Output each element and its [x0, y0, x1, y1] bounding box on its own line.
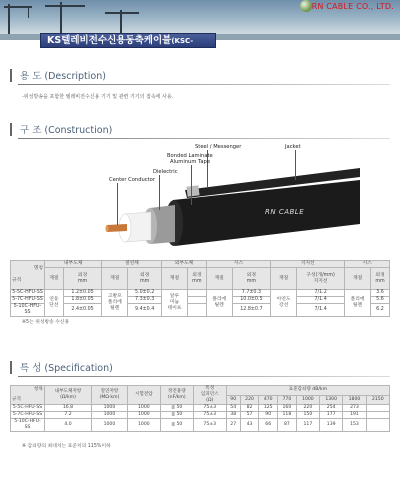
value-cell: 9.4±0.4: [128, 304, 162, 317]
leader-line: [159, 175, 160, 210]
label-bonded-1: Bonded Laminate: [167, 153, 213, 159]
value-cell: ≦ 50: [160, 405, 193, 412]
value-cell: 66: [259, 419, 278, 432]
spec-header: 시험전압: [127, 386, 160, 405]
cable-diagram: [95, 140, 365, 260]
material-cell: 알루 미늄 테이프: [162, 290, 188, 317]
construction-heading-en: (Construction): [44, 125, 113, 136]
spec-heading-en: (Specification): [44, 363, 113, 374]
value-cell: 191: [343, 412, 366, 419]
section-bar-icon: [10, 361, 12, 374]
group-header: 지지선: [271, 261, 345, 268]
corner-bottom: 규격: [12, 397, 21, 402]
section-construction-heading: [10, 122, 390, 138]
value-cell: 1000: [91, 419, 127, 432]
spec-note: ※ 감쇠량의 최대치는 표준치의 115%이하: [22, 444, 111, 449]
spec-table: [10, 385, 390, 432]
usage-text: -위성방송을 포함한 텔레비전수신용 기기 및 관련 기기의 접속에 사용.: [22, 94, 174, 100]
label-bonded-2: Aluminum Tape: [170, 159, 211, 165]
value-cell: [366, 419, 389, 432]
sub-header: 외경 mm: [232, 268, 271, 290]
material-cell: 폴리에 틸렌: [345, 290, 371, 317]
leader-line: [191, 165, 192, 205]
group-header: 시스: [345, 261, 390, 268]
page-title: [40, 33, 216, 59]
value-cell: 1000: [127, 412, 160, 419]
spec-heading-kr: 특 성: [20, 363, 42, 374]
divider: [18, 84, 390, 85]
row-name: 5-5C-HFU-SS: [11, 405, 45, 412]
crane-cable: [28, 8, 29, 18]
label-steel-messenger: Steel / Messenger: [195, 144, 242, 150]
center-conductor: [107, 224, 127, 232]
sub-header: 재질: [162, 268, 188, 290]
value-cell: 75±3: [193, 412, 226, 419]
value-cell: 139: [320, 419, 343, 432]
value-cell: 6.2: [371, 304, 390, 317]
group-header: 외부도체: [162, 261, 207, 268]
corner-top: 명칭: [33, 266, 43, 271]
usage-heading-kr: 용 도: [20, 71, 42, 82]
value-cell: 82: [240, 405, 259, 412]
value-cell: 7.2: [45, 412, 92, 419]
sub-header: 외경 mm: [371, 268, 390, 290]
value-cell: 254: [320, 405, 343, 412]
sub-header: 외경 mm: [128, 268, 162, 290]
value-cell: ≦ 50: [160, 412, 193, 419]
group-header: 시스: [206, 261, 270, 268]
value-cell: 150: [296, 412, 319, 419]
value-cell: 16.8: [45, 405, 92, 412]
cable-brand-print: RN CABLE: [265, 208, 305, 216]
value-cell: 7/1.4: [297, 297, 345, 304]
value-cell: 3.6: [371, 290, 390, 297]
globe-logo-icon: [300, 0, 312, 12]
group-header: 내부도체: [45, 261, 102, 268]
value-cell: 1000: [127, 419, 160, 432]
section-spec-heading: [10, 360, 390, 376]
spec-header: 정전용량 (nF/km): [160, 386, 193, 405]
value-cell: 75±3: [193, 405, 226, 412]
leader-line: [117, 183, 118, 225]
row-name: 5-5C-HFU-SS: [12, 290, 43, 295]
value-cell: 10.0±0.5: [232, 297, 271, 304]
value-cell: 38: [226, 412, 240, 419]
group-header: 절연체: [102, 261, 162, 268]
freq-header: 770: [278, 395, 297, 405]
label-jacket: Jacket: [285, 144, 301, 150]
value-cell: 7.7±0.3: [232, 290, 271, 297]
label-dielectric: Dielectric: [153, 169, 178, 175]
value-cell: 1.2±0.05: [63, 290, 102, 297]
sub-header: 구성(개/mm) 지지선: [297, 268, 345, 290]
value-cell: 273: [343, 405, 366, 412]
value-cell: 54: [226, 405, 240, 412]
title-text: KS텔레비전수신용동축케이블: [47, 35, 172, 46]
conductor-tip: [106, 225, 109, 232]
value-cell: 87: [278, 419, 297, 432]
construction-table: [10, 260, 390, 317]
row-name: 5-7C-HFU-SS: [12, 297, 43, 302]
spec-header: 내부도체저항 (Ω/km): [45, 386, 92, 405]
corner-cell: [11, 261, 45, 290]
value-cell: 12.8±0.7: [232, 304, 271, 317]
value-cell: [187, 290, 206, 297]
value-cell: 160: [278, 405, 297, 412]
value-cell: 1000: [91, 412, 127, 419]
sub-header: 재질: [271, 268, 297, 290]
spec-header: 표준감쇠량 dB/km: [226, 386, 389, 396]
section-bar-icon: [10, 69, 12, 82]
freq-header: 2150: [366, 395, 389, 405]
value-cell: 7.3±0.3: [128, 297, 162, 304]
value-cell: 1000: [91, 405, 127, 412]
spec-header: 특성 임피던스 (Ω): [193, 386, 226, 405]
divider: [18, 138, 390, 139]
value-cell: [366, 405, 389, 412]
freq-header: 1000: [296, 395, 319, 405]
material-cell: 아연도 강선: [271, 290, 297, 317]
value-cell: 5.0±0.2: [128, 290, 162, 297]
value-cell: 117: [296, 419, 319, 432]
section-bar-icon: [10, 123, 12, 136]
value-cell: 153: [343, 419, 366, 432]
crane-arm-2: [45, 5, 85, 7]
value-cell: 125: [259, 405, 278, 412]
value-cell: 90: [259, 412, 278, 419]
corner-bottom: 규격: [12, 278, 22, 283]
corner-top: 항목: [34, 387, 43, 392]
value-cell: 2.4±0.05: [63, 304, 102, 317]
construction-note: ※5는 위성방송 수신용: [22, 320, 70, 325]
sub-header: 재질: [206, 268, 232, 290]
value-cell: [187, 304, 206, 317]
spec-header: 절연저항 (MΩ·km): [91, 386, 127, 405]
value-cell: 4.0: [45, 419, 92, 432]
material-cell: 폴리에 틸렌: [206, 290, 232, 317]
steel-messenger: [186, 185, 199, 196]
value-cell: ≦ 50: [160, 419, 193, 432]
label-center-conductor: Center Conductor: [109, 177, 155, 183]
company-name: RN CABLE CO., LTD.: [311, 2, 394, 11]
value-cell: 57: [240, 412, 259, 419]
freq-header: 1300: [320, 395, 343, 405]
value-cell: 1000: [127, 405, 160, 412]
value-cell: [187, 297, 206, 304]
freq-header: 470: [259, 395, 278, 405]
value-cell: [366, 412, 389, 419]
value-cell: 118: [278, 412, 297, 419]
title-code: (KSC-3617): [47, 37, 194, 59]
corner-cell: [11, 386, 45, 405]
construction-heading-kr: 구 조: [20, 125, 42, 136]
value-cell: 7/1.2: [297, 290, 345, 297]
sub-header: 외경 mm: [187, 268, 206, 290]
value-cell: 5.6: [371, 297, 390, 304]
value-cell: 220: [296, 405, 319, 412]
leader-line: [295, 150, 296, 180]
value-cell: 27: [226, 419, 240, 432]
freq-header: 90: [226, 395, 240, 405]
sub-header: 재질: [345, 268, 371, 290]
sub-header: 재질: [45, 268, 64, 290]
usage-heading-en: (Description): [44, 71, 106, 82]
material-cell: 고발포 폴리에 틸렌: [102, 290, 128, 317]
value-cell: 7/1.4: [297, 304, 345, 317]
value-cell: 75±3: [193, 419, 226, 432]
freq-header: 1800: [343, 395, 366, 405]
row-name: 5-7C-HFU-SS: [11, 412, 45, 419]
value-cell: 1.8±0.05: [63, 297, 102, 304]
row-name: 5-10C-HFU-SS: [11, 419, 45, 432]
crane-arm-3: [105, 12, 139, 14]
material-cell: 연동 단선: [45, 290, 64, 317]
section-usage-heading: [10, 68, 390, 84]
sub-header: 외경 mm: [63, 268, 102, 290]
divider: [18, 376, 390, 377]
cable-illustration: [95, 140, 365, 260]
value-cell: 177: [320, 412, 343, 419]
sub-header: 재질: [102, 268, 128, 290]
freq-header: 220: [240, 395, 259, 405]
row-name: 5-10C-HFU-SS: [11, 304, 45, 317]
value-cell: 43: [240, 419, 259, 432]
